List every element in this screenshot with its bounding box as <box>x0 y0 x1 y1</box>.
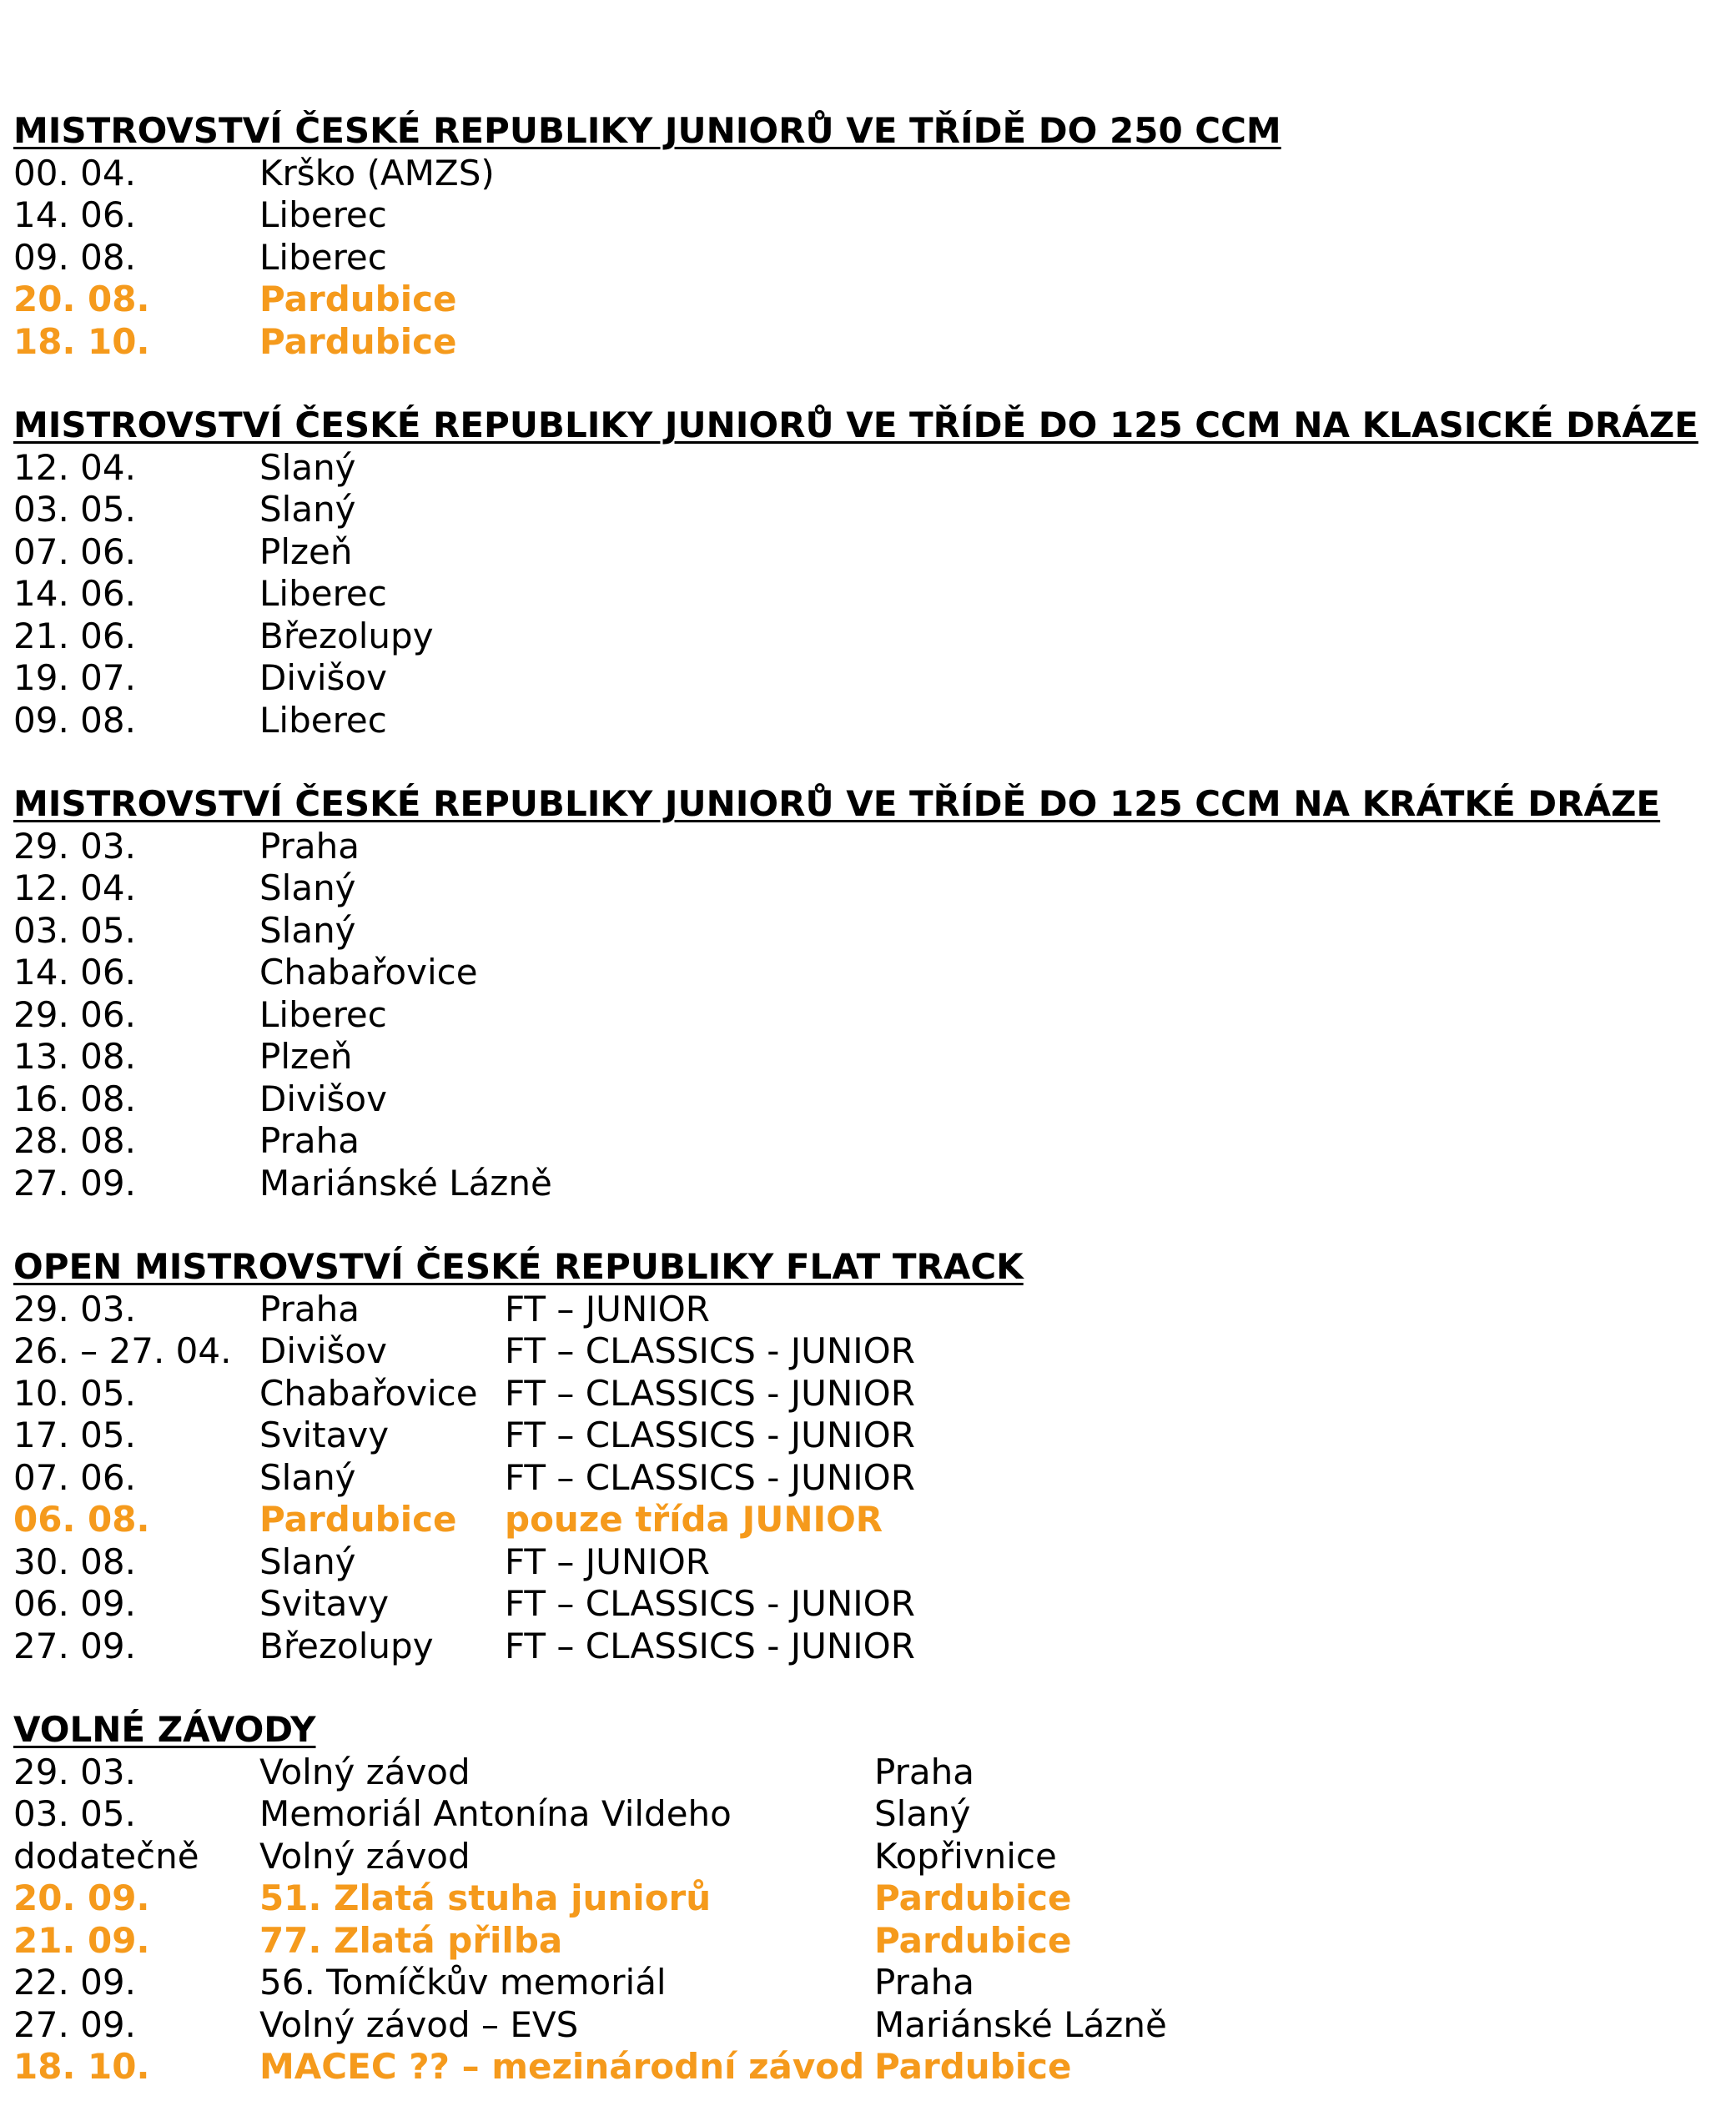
highlighted-event-row <box>13 1920 1732 1963</box>
event-date: 27. 09. <box>13 1162 136 1204</box>
event-row <box>13 194 1732 237</box>
event-date: 17. 05. <box>13 1415 136 1455</box>
event-date: 14. 06. <box>13 573 136 614</box>
event-row <box>13 531 1732 574</box>
event-row <box>13 994 1732 1037</box>
event-row <box>13 867 1732 910</box>
event-place: Divišov <box>259 1330 387 1371</box>
section-heading: MISTROVSTVÍ ČESKÉ REPUBLIKY JUNIORŮ VE TŘÍDĚ DO 125 CCM NA KLASICKÉ DRÁZE <box>13 405 1698 445</box>
event-place: Liberec <box>259 699 387 741</box>
event-date: 07. 06. <box>13 1456 136 1498</box>
event-place: Pardubice <box>259 320 457 362</box>
event-name: Volný závod <box>259 1835 470 1877</box>
event-row <box>13 952 1732 994</box>
event-class: FT – CLASSICS - JUNIOR <box>505 1330 915 1371</box>
event-row <box>13 1415 1732 1457</box>
event-place: Slaný <box>259 867 356 908</box>
document-body <box>13 110 1732 2088</box>
event-row <box>13 1330 1732 1373</box>
event-place: Divišov <box>259 1078 387 1119</box>
event-row <box>13 1962 1732 2004</box>
event-place: Praha <box>259 1288 360 1329</box>
event-place: Svitavy <box>259 1415 390 1455</box>
event-name: Memoriál Antonína Vildeho <box>259 1793 732 1834</box>
event-class: FT – CLASSICS - JUNIOR <box>505 1415 915 1455</box>
event-class: FT – CLASSICS - JUNIOR <box>505 1583 915 1624</box>
highlighted-event-row <box>13 2046 1732 2088</box>
event-date: 14. 06. <box>13 194 136 235</box>
event-name: MACEC ?? – mezinárodní závod <box>259 2046 865 2087</box>
event-row <box>13 573 1732 616</box>
section-heading: VOLNÉ ZÁVODY <box>13 1709 316 1750</box>
event-date: 06. 09. <box>13 1583 136 1624</box>
event-name: 56. Tomíčkův memoriál <box>259 1962 667 2003</box>
event-date: 18. 10. <box>13 320 150 362</box>
event-date: 18. 10. <box>13 2046 150 2087</box>
event-place: Divišov <box>259 657 387 698</box>
event-date: 09. 08. <box>13 236 136 278</box>
section-heading: MISTROVSTVÍ ČESKÉ REPUBLIKY JUNIORŮ VE TŘÍDĚ DO 250 CCM <box>13 110 1281 151</box>
event-date: 29. 03. <box>13 1751 136 1792</box>
event-date: 21. 09. <box>13 1919 150 1961</box>
event-row <box>13 1036 1732 1078</box>
event-place: Slaný <box>259 446 356 488</box>
event-location: Praha <box>874 1962 974 2003</box>
event-place: Březolupy <box>259 1625 434 1666</box>
event-date: 22. 09. <box>13 1962 136 2003</box>
event-row <box>13 1793 1732 1836</box>
event-date: 29. 03. <box>13 1288 136 1329</box>
event-place: Pardubice <box>259 1499 457 1540</box>
event-date: 19. 07. <box>13 657 136 698</box>
event-name: Volný závod – EVS <box>259 2003 579 2045</box>
event-date: 29. 06. <box>13 993 136 1035</box>
event-row <box>13 237 1732 279</box>
event-place: Liberec <box>259 573 387 614</box>
event-date: 12. 04. <box>13 446 136 488</box>
event-row <box>13 616 1732 658</box>
event-class: FT – CLASSICS - JUNIOR <box>505 1372 915 1414</box>
event-date: 06. 08. <box>13 1499 150 1540</box>
event-row <box>13 1457 1732 1500</box>
event-place: Svitavy <box>259 1583 390 1624</box>
event-row <box>13 1289 1732 1331</box>
section-1 <box>13 110 1732 363</box>
event-place: Slaný <box>259 1541 356 1582</box>
event-location: Pardubice <box>874 1877 1072 1918</box>
event-row <box>13 1373 1732 1415</box>
event-class: FT – CLASSICS - JUNIOR <box>505 1456 915 1498</box>
event-place: Liberec <box>259 194 387 235</box>
event-date: 28. 08. <box>13 1120 136 1161</box>
event-row <box>13 700 1732 742</box>
event-name: 51. Zlatá stuha juniorů <box>259 1877 712 1918</box>
event-name: Volný závod <box>259 1751 470 1792</box>
event-date: 12. 04. <box>13 867 136 908</box>
event-place: Slaný <box>259 489 356 530</box>
event-row <box>13 826 1732 868</box>
event-place: Chabařovice <box>259 1372 478 1414</box>
event-row <box>13 489 1732 531</box>
event-location: Slaný <box>874 1793 971 1834</box>
event-place: Mariánské Lázně <box>259 1162 552 1204</box>
event-class: FT – JUNIOR <box>505 1288 710 1329</box>
event-row <box>13 1626 1732 1668</box>
highlighted-event-row <box>13 321 1732 364</box>
event-date: 13. 08. <box>13 1036 136 1077</box>
event-location: Pardubice <box>874 2046 1072 2087</box>
event-date: 16. 08. <box>13 1078 136 1119</box>
section-heading: MISTROVSTVÍ ČESKÉ REPUBLIKY JUNIORŮ VE TŘÍDĚ DO 125 CCM NA KRÁTKÉ DRÁZE <box>13 783 1661 824</box>
event-date: 29. 03. <box>13 825 136 867</box>
event-date: 14. 06. <box>13 952 136 993</box>
event-date: 03. 05. <box>13 489 136 530</box>
section-3 <box>13 783 1732 1204</box>
event-name: 77. Zlatá přilba <box>259 1919 563 1961</box>
event-place: Slaný <box>259 1456 356 1498</box>
event-place: Plzeň <box>259 1036 353 1077</box>
event-row <box>13 1583 1732 1626</box>
event-place: Plzeň <box>259 530 353 572</box>
event-date: 26. – 27. 04. <box>13 1330 232 1371</box>
event-row <box>13 1752 1732 1794</box>
event-place: Krško (AMZS) <box>259 152 495 194</box>
event-date: 10. 05. <box>13 1372 136 1414</box>
event-place: Liberec <box>259 236 387 278</box>
event-class: pouze třída JUNIOR <box>505 1499 883 1540</box>
event-location: Mariánské Lázně <box>874 2003 1167 2045</box>
event-row <box>13 1120 1732 1163</box>
event-place: Liberec <box>259 993 387 1035</box>
event-location: Praha <box>874 1751 974 1792</box>
event-place: Praha <box>259 1120 360 1161</box>
event-place: Chabařovice <box>259 952 478 993</box>
event-row <box>13 1836 1732 1878</box>
event-date: 20. 08. <box>13 279 150 319</box>
event-date: 21. 06. <box>13 615 136 656</box>
event-date: 00. 04. <box>13 152 136 194</box>
event-row <box>13 153 1732 195</box>
event-row <box>13 1078 1732 1121</box>
section-2 <box>13 405 1732 741</box>
highlighted-event-row <box>13 279 1732 321</box>
event-row <box>13 1541 1732 1584</box>
event-date: 27. 09. <box>13 2003 136 2045</box>
event-class: FT – JUNIOR <box>505 1541 710 1582</box>
event-date: 03. 05. <box>13 1793 136 1834</box>
event-date: 30. 08. <box>13 1541 136 1582</box>
event-date: 09. 08. <box>13 699 136 741</box>
event-date: 07. 06. <box>13 530 136 572</box>
event-location: Kopřivnice <box>874 1835 1057 1877</box>
event-date: 20. 09. <box>13 1877 150 1918</box>
event-location: Pardubice <box>874 1919 1072 1961</box>
event-place: Praha <box>259 825 360 867</box>
event-place: Pardubice <box>259 279 457 319</box>
section-5 <box>13 1709 1732 2088</box>
section-4 <box>13 1246 1732 1667</box>
event-class: FT – CLASSICS - JUNIOR <box>505 1625 915 1666</box>
section-heading: OPEN MISTROVSTVÍ ČESKÉ REPUBLIKY FLAT TRACK <box>13 1246 1024 1287</box>
event-place: Březolupy <box>259 615 434 656</box>
event-date: dodatečně <box>13 1835 199 1877</box>
event-row <box>13 447 1732 490</box>
event-row <box>13 910 1732 952</box>
highlighted-event-row <box>13 1499 1732 1541</box>
event-date: 03. 05. <box>13 909 136 951</box>
event-place: Slaný <box>259 909 356 951</box>
event-row <box>13 657 1732 700</box>
highlighted-event-row <box>13 1877 1732 1920</box>
event-row <box>13 2004 1732 2047</box>
event-row <box>13 1163 1732 1205</box>
event-date: 27. 09. <box>13 1625 136 1666</box>
